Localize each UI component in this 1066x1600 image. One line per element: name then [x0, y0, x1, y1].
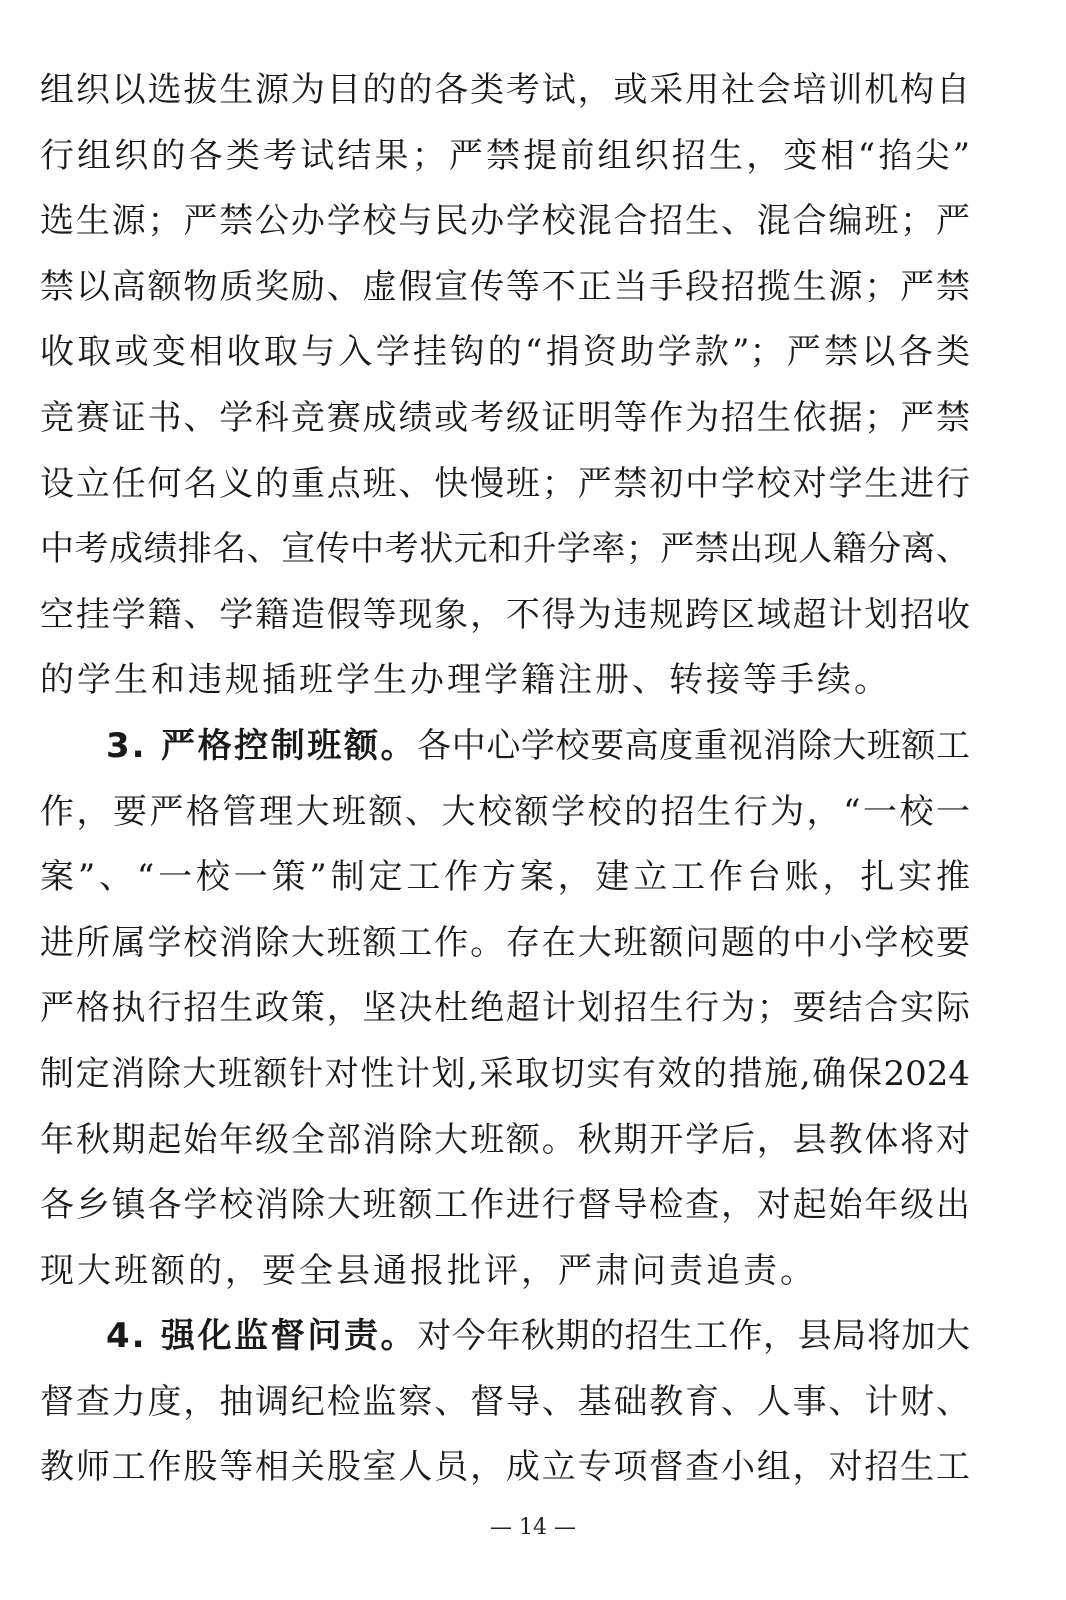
paragraph-line: 作，要严格管理大班额、大校额学校的招生行为，“一校一 [40, 791, 970, 832]
paragraph-line: 组织以选拔生源为目的的各类考试，或采用社会培训机构自 [40, 70, 970, 110]
section-3-first-line-text: 各中心学校要高度重视消除大班额工 [417, 725, 970, 766]
paragraph-line: 禁以高额物质奖励、虚假宣传等不正当手段招揽生源；严禁 [40, 266, 970, 307]
paragraph-line: 案”、“一校一策”制定工作方案，建立工作台账，扎实推 [40, 857, 970, 898]
paragraph-line: 年秋期起始年级全部消除大班额。秋期开学后，县教体将对 [40, 1119, 970, 1160]
paragraph-line: 现大班额的，要全县通报批评，严肃问责追责。 [40, 1250, 817, 1291]
paragraph-line: 进所属学校消除大班额工作。存在大班额问题的中小学校要 [40, 922, 970, 963]
paragraph-line: 选生源；严禁公办学校与民办学校混合招生、混合编班；严 [40, 201, 970, 242]
paragraph-line: 的学生和违规插班学生办理学籍注册、转接等手续。 [40, 660, 891, 701]
paragraph-line: 设立任何名义的重点班、快慢班；严禁初中学校对学生进行 [40, 463, 970, 504]
paragraph-line: 中考成绩排名、宣传中考状元和升学率；严禁出现人籍分离、 [40, 529, 970, 570]
paragraph-line: 空挂学籍、学籍造假等现象，不得为违规跨区域超计划招收 [40, 594, 970, 635]
section-3-first-line [40, 714, 970, 780]
paragraph-line: 行组织的各类考试结果；严禁提前组织招生，变相“掐尖” [40, 135, 970, 176]
section-4-first-line [40, 1304, 970, 1370]
paragraph-line: 严格执行招生政策，坚决杜绝超计划招生行为；要结合实际 [40, 988, 970, 1029]
paragraph-line: 竞赛证书、学科竞赛成绩或考级证明等作为招生依据；严禁 [40, 397, 970, 438]
paragraph-line: 制定消除大班额针对性计划,采取切实有效的措施,确保2024 [40, 1053, 970, 1094]
section-4-first-line-text: 对今年秋期的招生工作，县局将加大 [417, 1316, 970, 1357]
page-number: — 14 — [490, 1515, 576, 1540]
body-text [40, 58, 970, 1501]
paragraph-line: 教师工作股等相关股室人员，成立专项督查小组，对招生工 [40, 1447, 970, 1488]
section-4-heading: 4. 强化监督问责。 [106, 1316, 418, 1357]
paragraph-line: 督查力度，抽调纪检监察、督导、基础教育、人事、计财、 [40, 1381, 970, 1422]
section-3-heading: 3. 严格控制班额。 [106, 725, 418, 766]
paragraph-line: 各乡镇各学校消除大班额工作进行督导检查，对起始年级出 [40, 1185, 970, 1226]
paragraph-line: 收取或变相收取与入学挂钩的“捐资助学款”；严禁以各类 [40, 332, 970, 373]
